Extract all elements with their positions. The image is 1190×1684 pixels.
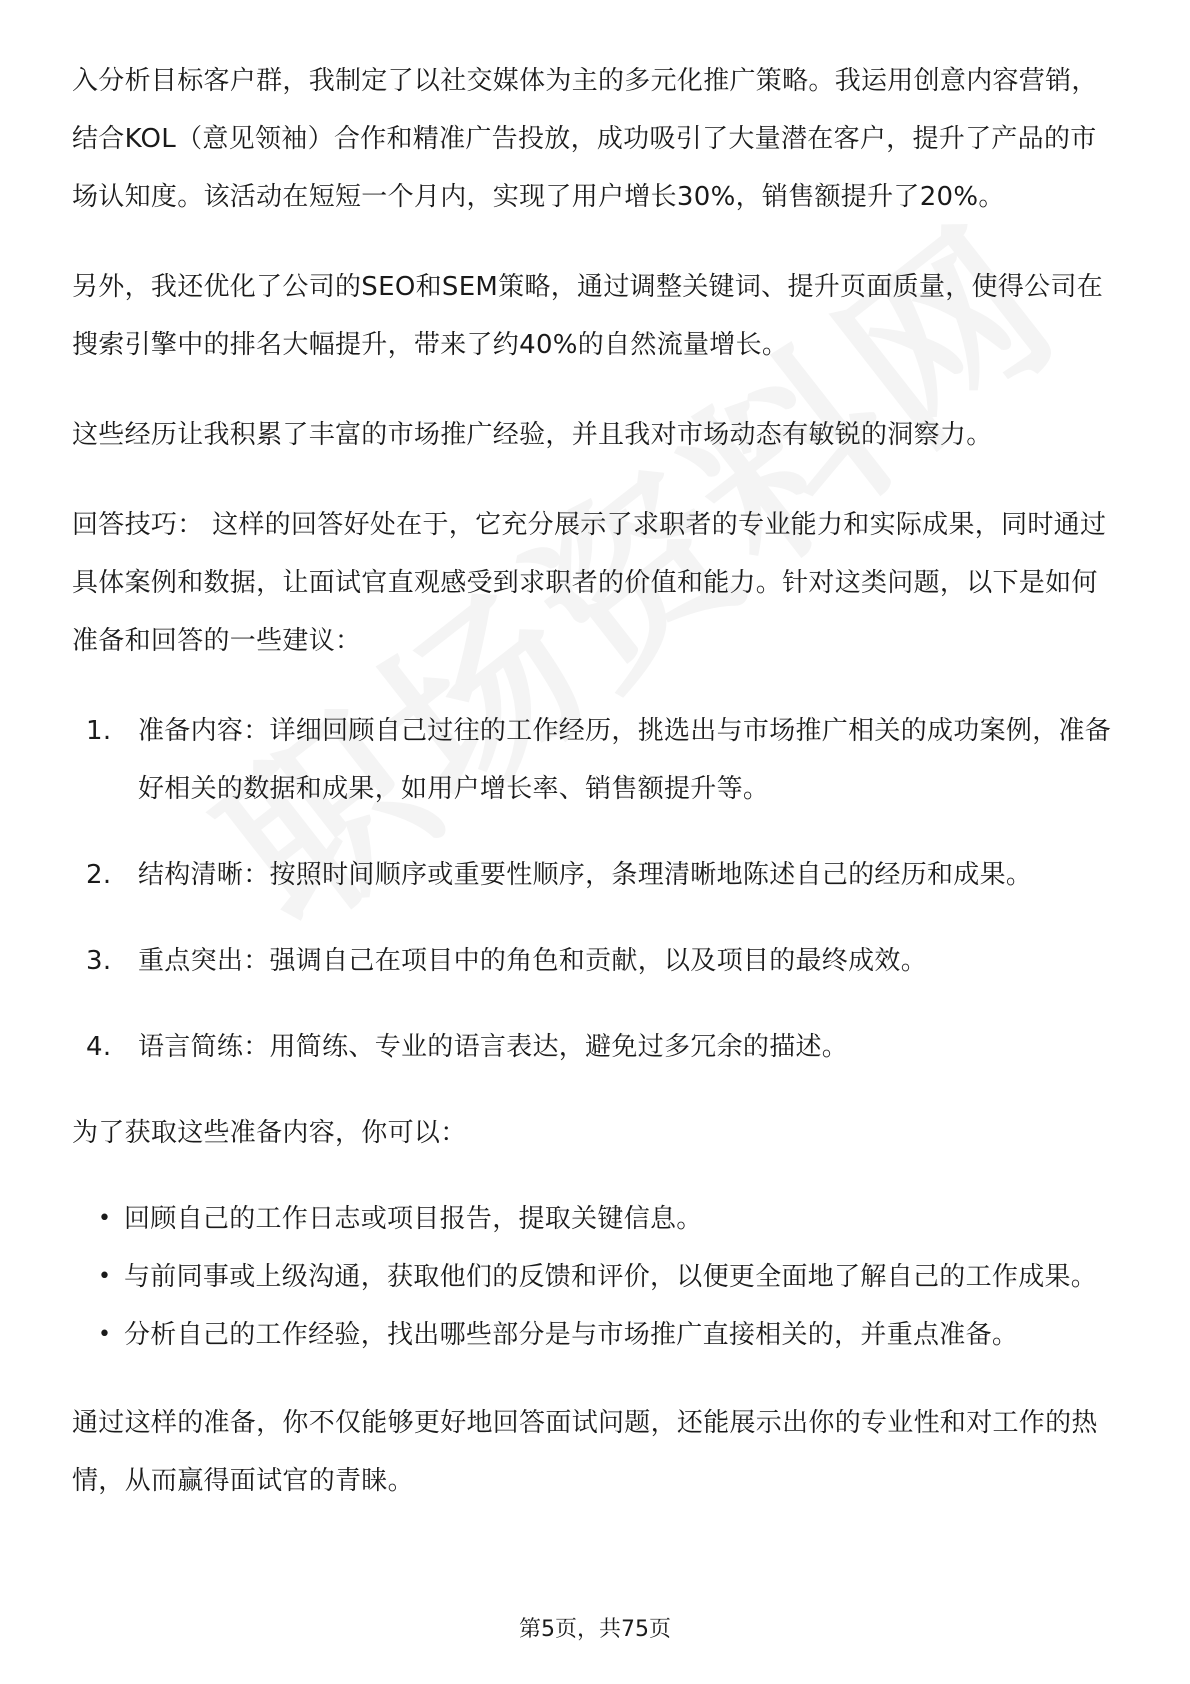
paragraph-seo: 另外，我还优化了公司的SEO和SEM策略，通过调整关键词、提升页面质量，使得公司在搜索引擎中的排名大幅提升，带来了约40%的自然流量增长。 <box>72 272 1104 360</box>
preparation-item <box>72 1306 1122 1364</box>
bullet-icon: • <box>98 1206 112 1231</box>
advice-text: 重点突出：强调自己在项目中的角色和贡献，以及项目的最终成效。 <box>138 946 928 976</box>
paragraph-list-intro: 为了获取这些准备内容，你可以： <box>72 1118 467 1148</box>
paragraph-answer-tips: 回答技巧： 这样的回答好处在于，它充分展示了求职者的专业能力和实际成果，同时通过具体案例和数据，让面试官直观感受到求职者的价值和能力。针对这类问题，以下是如何准备和回答的一些建议： <box>72 510 1107 656</box>
preparation-list <box>72 1190 1122 1364</box>
bullet-icon: • <box>98 1264 112 1289</box>
advice-item <box>86 932 1122 990</box>
preparation-text: 分析自己的工作经验，找出哪些部分是与市场推广直接相关的，并重点准备。 <box>124 1320 1019 1350</box>
advice-list <box>72 702 1122 1076</box>
preparation-text: 与前同事或上级沟通，获取他们的反馈和评价，以便更全面地了解自己的工作成果。 <box>124 1262 1098 1292</box>
paragraph-campaign: 入分析目标客户群，我制定了以社交媒体为主的多元化推广策略。我运用创意内容营销，结合KOL（意见领袖）合作和精准广告投放，成功吸引了大量潜在客户，提升了产品的市场认知度。该活动在短短一个月内，实现了用户增长30%，销售额提升了20%。 <box>72 66 1098 212</box>
preparation-text: 回顾自己的工作日志或项目报告，提取关键信息。 <box>124 1204 703 1234</box>
page-content <box>72 52 1122 1542</box>
advice-number: 3. <box>86 946 112 976</box>
advice-item <box>86 846 1122 904</box>
paragraph-closing: 通过这样的准备，你不仅能够更好地回答面试问题，还能展示出你的专业性和对工作的热情，从而赢得面试官的青睐。 <box>72 1408 1098 1496</box>
advice-item <box>86 702 1122 818</box>
advice-text: 语言简练：用简练、专业的语言表达，避免过多冗余的描述。 <box>138 1032 849 1062</box>
bullet-icon: • <box>98 1322 112 1347</box>
preparation-item <box>72 1190 1122 1248</box>
advice-number: 4. <box>86 1032 112 1062</box>
preparation-item <box>72 1248 1122 1306</box>
paragraph-experience: 这些经历让我积累了丰富的市场推广经验，并且我对市场动态有敏锐的洞察力。 <box>72 420 993 450</box>
advice-text: 结构清晰：按照时间顺序或重要性顺序，条理清晰地陈述自己的经历和成果。 <box>138 860 1033 890</box>
advice-number: 2. <box>86 860 112 890</box>
advice-number: 1. <box>86 716 112 746</box>
page-number: 第5页，共75页 <box>519 1617 671 1642</box>
advice-text: 准备内容：详细回顾自己过往的工作经历，挑选出与市场推广相关的成功案例，准备好相关的数据和成果，如用户增长率、销售额提升等。 <box>138 716 1112 804</box>
advice-item <box>86 1018 1122 1076</box>
